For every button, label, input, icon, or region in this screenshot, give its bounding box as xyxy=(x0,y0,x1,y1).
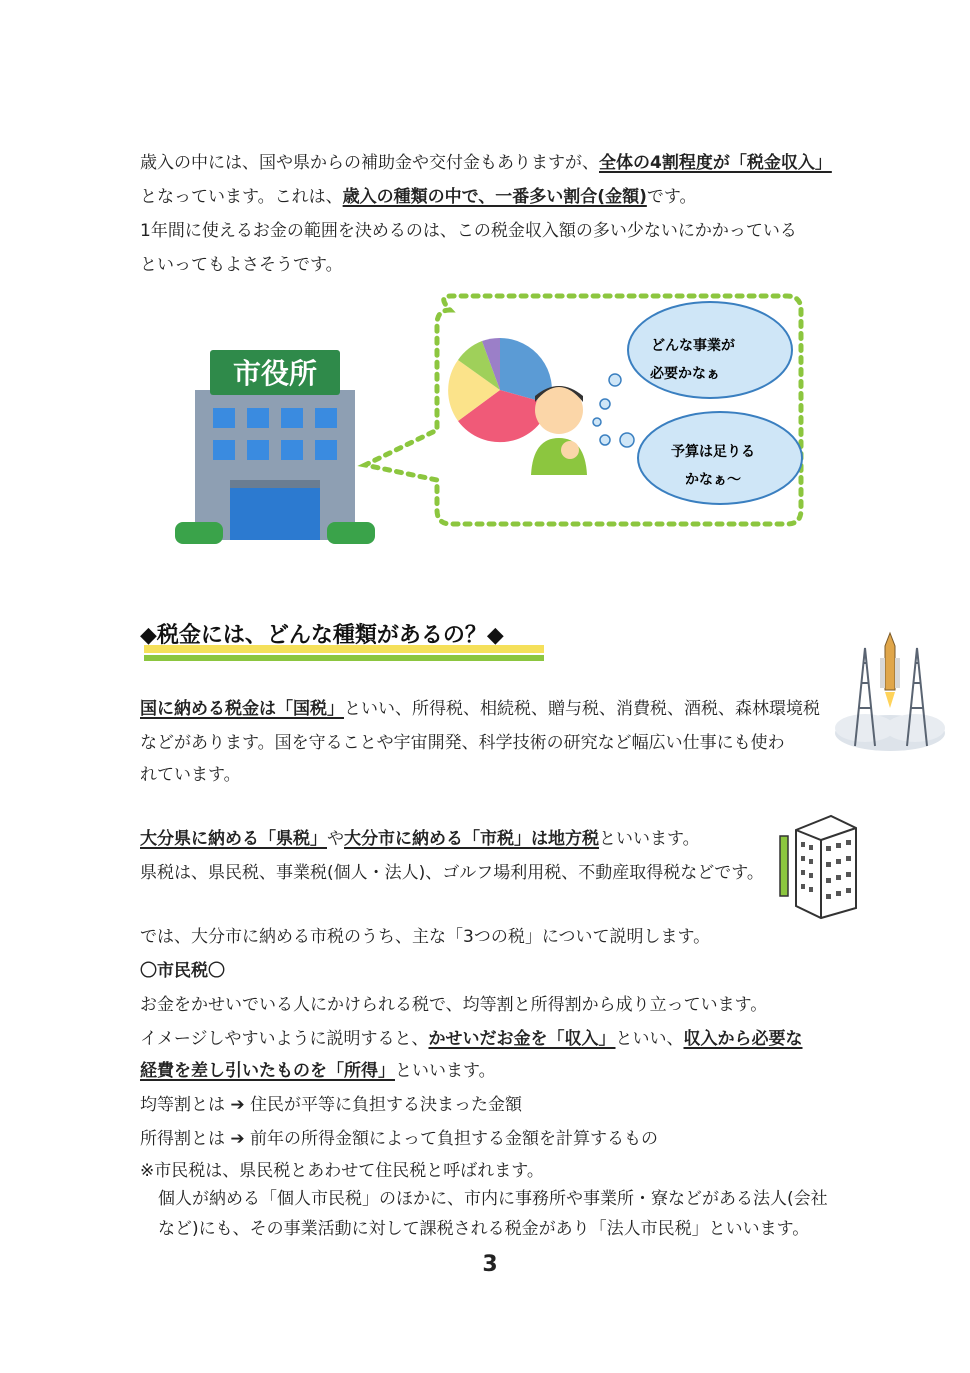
local-line-2: 県税は、県民税、事業税(個人・法人)、ゴルフ場利用税、不動産取得税などです。 xyxy=(140,863,764,883)
thought1-line2: 必要かなぁ xyxy=(650,366,720,382)
emphasis-income: かせいだお金を「収入」 xyxy=(428,1029,616,1049)
intro-line-3: 1年間に使えるお金の範囲を決めるのは、この税金収入額の多い少ないにかかっている xyxy=(140,221,797,241)
rocket-launch-icon xyxy=(835,628,945,753)
intro-line-1 xyxy=(140,150,832,176)
definition-equal-share: 均等割とは ➔ 住民が平等に負担する決まった金額 xyxy=(140,1095,523,1115)
emphasis-prefectural-tax: 大分県に納める「県税」 xyxy=(140,829,327,849)
emphasis-earnings: 経費を差し引いたものを「所得」 xyxy=(140,1061,395,1081)
citizen-tax-subheading: 〇市民税〇 xyxy=(140,961,225,981)
shrub-left xyxy=(175,522,223,544)
national-line-3: れています。 xyxy=(140,765,241,785)
city-hall-illustration xyxy=(175,290,805,555)
emphasis-income-minus: 収入から必要な xyxy=(683,1029,803,1049)
thought1-line1: どんな事業が xyxy=(651,338,735,354)
citizen-tax-p1: お金をかせいでいる人にかけられる税で、均等割と所得割から成り立っています。 xyxy=(140,995,768,1015)
heading-underline-green xyxy=(144,655,544,661)
note-line-2: 個人が納める「個人市民税」のほかに、市内に事務所や事業所・寮などがある法人(会社 xyxy=(158,1189,828,1209)
emphasis-city-tax: 大分市に納める「市税」は地方税 xyxy=(344,829,599,849)
note-line-1: ※市民税は、県民税とあわせて住民税と呼ばれます。 xyxy=(140,1161,544,1181)
emphasis-tax-revenue: 全体の4割程度が「税金収入」 xyxy=(599,153,832,173)
office-building-icon xyxy=(776,810,861,920)
intro-text: となっています。これは、 xyxy=(140,187,343,207)
thought2-line2: かなぁ～ xyxy=(685,472,741,488)
section-heading: ◆税金には、どんな種類があるの？◆ xyxy=(140,623,504,648)
intro-line-2 xyxy=(140,184,696,210)
intro-text: です。 xyxy=(646,187,697,207)
shrub-right xyxy=(327,522,375,544)
intro-text: 歳入の中には、国や県からの補助金や交付金もありますが、 xyxy=(140,153,599,173)
national-text: といい、所得税、相続税、贈与税、消費税、酒税、森林環境税 xyxy=(344,699,820,719)
local-line-1 xyxy=(140,826,700,852)
building-entrance xyxy=(230,485,320,540)
city-intro: では、大分市に納める市税のうち、主な「3つの税」について説明します。 xyxy=(140,927,711,947)
thought2-line1: 予算は足りる xyxy=(671,444,755,460)
emphasis-largest-share: 歳入の種類の中で、一番多い割合(金額) xyxy=(342,187,647,207)
emphasis-national-tax: 国に納める税金は「国税」 xyxy=(140,699,344,719)
pie-chart-icon xyxy=(448,338,552,442)
national-line-1 xyxy=(140,696,820,722)
definition-income-share: 所得割とは ➔ 前年の所得金額によって負担する金額を計算するもの xyxy=(140,1129,659,1149)
citizen-tax-p3 xyxy=(140,1058,496,1084)
citizen-tax-p2 xyxy=(140,1026,803,1052)
note-line-3: など)にも、その事業活動に対して課税される税金があり「法人市民税」といいます。 xyxy=(158,1219,810,1239)
intro-line-4: といってもよさそうです。 xyxy=(140,255,343,275)
citizen-tax-text: といいます。 xyxy=(395,1061,496,1081)
citizen-tax-text: といい、 xyxy=(615,1029,684,1049)
local-text: といいます。 xyxy=(599,829,700,849)
page-number: 3 xyxy=(482,1252,498,1277)
local-text: や xyxy=(327,829,344,849)
citizen-tax-text: イメージしやすいように説明すると、 xyxy=(140,1029,429,1049)
city-hall-sign-text: 市役所 xyxy=(232,357,318,390)
national-line-2: などがあります。国を守ることや宇宙開発、科学技術の研究など幅広い仕事にも使わ xyxy=(140,733,785,753)
